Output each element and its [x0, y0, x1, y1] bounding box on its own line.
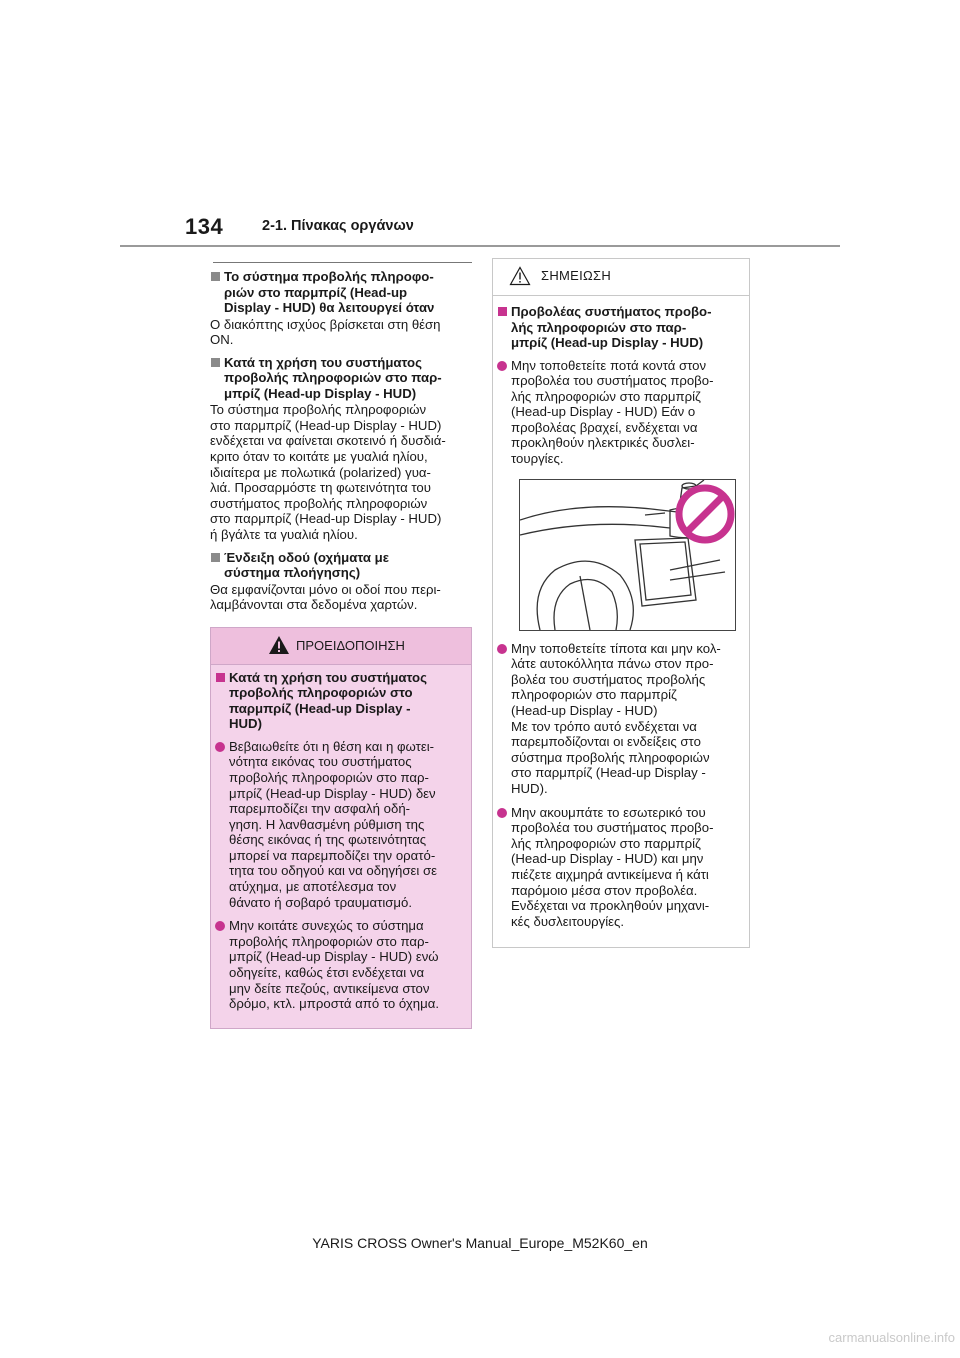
paragraph-power-switch: Ο διακόπτης ισχύος βρίσκεται στη θέση ON. — [210, 316, 441, 348]
warning-box — [210, 627, 472, 1029]
round-bullet-icon — [215, 921, 225, 931]
heading-text: Ένδειξη οδού (οχήματα με σύστημα πλοήγησης) — [224, 549, 389, 581]
notice-label: ΣΗΜΕΙΩΣΗ — [541, 268, 612, 283]
illustration-drink-on-projector — [519, 479, 736, 631]
prohibition-icon — [679, 488, 731, 540]
bullet-text: Βεβαιωθείτε ότι η θέση και η φωτει- νότητα εικόνας του συστήματος προβολής πληροφοριών στο παρ- μπρίζ (Head-up Display - HUD) δεν παρεμποδίζει την ασφαλή οδή- γηση. Η λανθασμένη ρύθμιση της θέσης εικόνας ή της φωτεινότητας μπορεί να παρεμποδίζει την ορατό- τητα του οδηγού και να οδηγήσει σε ατύχημα, με αποτέλεσμα τον θάνατο ή σοβαρό τραυματισμό. — [229, 738, 437, 910]
bullet-text: Μην ακουμπάτε το εσωτερικό του προβολέα του συστήματος προβο- λής πληροφοριών στο παρμπρίζ (Head-up Display - HUD) και μην πιέζετε αιχμηρά αντικείμενα ή κάτι παρόμοιο μέσα στον προβολέα. Ενδέχεται να προκληθούν μηχανι- κές δυσλειτουργίες. — [511, 804, 714, 929]
dashboard-drawing — [520, 480, 735, 630]
section-title: 2-1. Πίνακας οργάνων — [262, 218, 414, 234]
paragraph-sunglasses: Το σύστημα προβολής πληροφοριών στο παρμπρίζ (Head-up Display - HUD) ενδέχεται να φαίνεται σκοτεινό ή δυσδιά- κριτο όταν το κοιτάτε με γυαλιά ηλίου, ιδιαίτερα με πολωτικά (polarized) γυα- λιά. Προσαρμόστε τη φωτεινότητα του συστήματος προβολής πληροφοριών στο παρμπρίζ (Head-up Display - HUD) ή βγάλτε τα γυαλιά ηλίου. — [210, 402, 446, 542]
heading-text: Κατά τη χρήση του συστήματος προβολής πληροφοριών στο παρ- μπρίζ (Head-up Display - HUD) — [224, 354, 442, 401]
bullet-text: Μην κοιτάτε συνεχώς το σύστημα προβολής πληροφοριών στο παρ- μπρίζ (Head-up Display - HUD) ενώ οδηγείτε, καθώς έτσι ενδέχεται να μην δείτε πεζούς, αντικείμενα στον δρόμο, κτλ. μπροστά από το όχημα. — [229, 918, 440, 1012]
heading-road-display — [210, 550, 472, 581]
warning-bullet-look — [215, 918, 465, 1012]
paragraph-map-roads: Θα εμφανίζονται μόνο οι οδοί που περι- λαμβάνονται στα δεδομένα χαρτών. — [210, 581, 441, 613]
page-number: 134 — [185, 214, 224, 239]
warning-heading — [215, 670, 465, 732]
warning-header — [211, 628, 471, 665]
heading-hud-usage — [210, 355, 472, 402]
watermark-text: carmanualsonline.info — [828, 1330, 955, 1345]
column-top-rule — [213, 262, 472, 263]
warning-label: ΠΡΟΕΙΔΟΠΟΙΗΣΗ — [296, 637, 405, 653]
square-bullet-icon — [211, 553, 220, 562]
heading-text: Κατά τη χρήση του συστήματος προβολής πληροφοριών στο παρμπρίζ (Head-up Display - HUD) — [229, 669, 427, 732]
round-bullet-icon — [215, 742, 225, 752]
left-column — [210, 262, 472, 1029]
heading-text: Το σύστημα προβολής πληροφο- ριών στο παρμπρίζ (Head-up Display - HUD) θα λειτουργεί όταν — [224, 269, 435, 315]
square-bullet-icon — [211, 272, 220, 281]
heading-text: Προβολέας συστήματος προβο- λής πληροφοριών στο παρ- μπρίζ (Head-up Display - HUD) — [511, 304, 712, 350]
square-bullet-icon — [211, 358, 220, 367]
warning-body — [211, 665, 471, 1028]
notice-heading — [497, 304, 743, 351]
notice-box — [492, 258, 750, 948]
right-column — [492, 258, 750, 948]
square-bullet-icon — [216, 673, 225, 682]
round-bullet-icon — [497, 644, 507, 654]
watermark — [0, 1330, 960, 1345]
footer-manual-id: YARIS CROSS Owner's Manual_Europe_M52K60_en — [312, 1235, 648, 1251]
header-divider — [120, 245, 840, 247]
notice-bullet-stickers — [497, 641, 743, 797]
bullet-text: Μην τοποθετείτε τίποτα και μην κολ- λάτε αυτοκόλλητα πάνω στον προ- βολέα του συστήματος προβολής πληροφοριών στο παρμπρίζ (Head-up Display - HUD) Με τον τρόπο αυτό ενδέχεται να παρεμποδίζονται οι ενδείξεις στο σύστημα προβολής πληροφοριών στο παρμπρίζ (Head-up Display - HUD). — [511, 640, 721, 796]
bullet-text: Μην τοποθετείτε ποτά κοντά στον προβολέα του συστήματος προβο- λής πληροφοριών στο παρμπρίζ (Head-up Display - HUD) Εάν ο προβολέας βραχεί, ενδέχεται να προκληθούν ηλεκτρικές δυσλει- τουργίες. — [511, 357, 714, 467]
caution-triangle-icon — [509, 266, 531, 286]
warning-triangle-icon — [268, 635, 290, 655]
notice-header — [493, 259, 749, 296]
warning-bullet-position — [215, 739, 465, 911]
square-bullet-icon — [498, 307, 507, 316]
round-bullet-icon — [497, 808, 507, 818]
heading-hud-operation — [210, 269, 472, 316]
notice-bullet-drinks — [497, 358, 743, 467]
round-bullet-icon — [497, 361, 507, 371]
notice-body — [493, 296, 749, 947]
notice-bullet-touch — [497, 805, 743, 930]
